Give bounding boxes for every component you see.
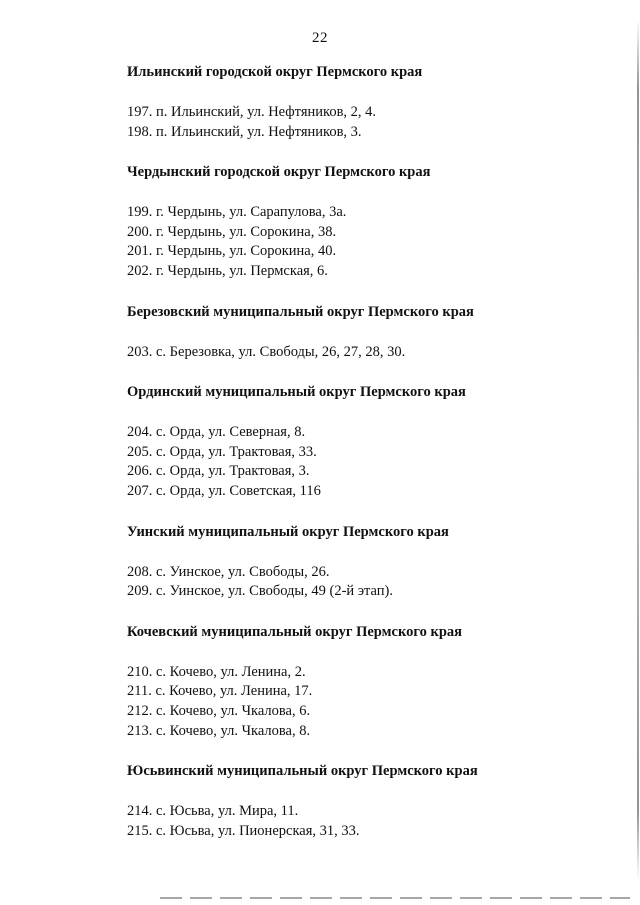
section-title: Ординский муниципальный округ Пермского края <box>127 384 466 401</box>
address-list <box>127 103 607 142</box>
section-berezovsky <box>127 303 607 363</box>
page-number: 22 <box>312 30 328 46</box>
section-uinsky <box>127 523 607 602</box>
list-item: 205. с. Орда, ул. Трактовая, 33. <box>127 443 317 460</box>
address-list <box>127 343 607 363</box>
scan-bottom-artifact <box>160 897 630 899</box>
address-list <box>127 203 607 281</box>
section-kochevsky <box>127 623 607 741</box>
section-yusvinsky <box>127 762 607 841</box>
list-item: 199. г. Чердынь, ул. Сарапулова, 3а. <box>127 204 347 221</box>
list-item: 213. с. Кочево, ул. Чкалова, 8. <box>127 722 311 739</box>
list-item: 202. г. Чердынь, ул. Пермская, 6. <box>127 262 328 279</box>
list-item: 208. с. Уинское, ул. Свободы, 26. <box>127 563 330 580</box>
list-item: 215. с. Юсьва, ул. Пионерская, 31, 33. <box>127 822 360 839</box>
list-item: 203. с. Березовка, ул. Свободы, 26, 27, 28, 30. <box>127 343 406 360</box>
list-item: 214. с. Юсьва, ул. Мира, 11. <box>127 803 299 820</box>
list-item: 201. г. Чердынь, ул. Сорокина, 40. <box>127 243 337 260</box>
document-body <box>127 63 607 841</box>
list-item: 206. с. Орда, ул. Трактовая, 3. <box>127 463 310 480</box>
list-item: 211. с. Кочево, ул. Ленина, 17. <box>127 683 313 700</box>
list-item: 200. г. Чердынь, ул. Сорокина, 38. <box>127 223 337 240</box>
section-ordinsky <box>127 383 607 501</box>
section-ilinsky <box>127 63 607 142</box>
list-item: 198. п. Ильинский, ул. Нефтяников, 3. <box>127 123 362 140</box>
section-title: Ильинский городской округ Пермского края <box>127 64 423 80</box>
list-item: 209. с. Уинское, ул. Свободы, 49 (2-й этап). <box>127 583 394 600</box>
list-item: 207. с. Орда, ул. Советская, 116 <box>127 482 321 499</box>
list-item: 210. с. Кочево, ул. Ленина, 2. <box>127 663 306 680</box>
address-list <box>127 563 607 602</box>
section-title: Юсьвинский муниципальный округ Пермского края <box>127 763 478 780</box>
address-list <box>127 423 607 501</box>
section-title: Березовский муниципальный округ Пермского края <box>127 303 474 320</box>
section-title: Чердынский городской округ Пермского края <box>127 164 431 181</box>
list-item: 197. п. Ильинский, ул. Нефтяников, 2, 4. <box>127 104 377 120</box>
address-list <box>127 663 607 741</box>
section-title: Уинский муниципальный округ Пермского края <box>127 523 449 540</box>
list-item: 212. с. Кочево, ул. Чкалова, 6. <box>127 702 311 719</box>
address-list <box>127 802 607 841</box>
section-title: Кочевский муниципальный округ Пермского края <box>127 623 462 640</box>
section-cherdynsky <box>127 163 607 281</box>
list-item: 204. с. Орда, ул. Северная, 8. <box>127 424 306 441</box>
scan-edge-artifact <box>637 20 639 880</box>
